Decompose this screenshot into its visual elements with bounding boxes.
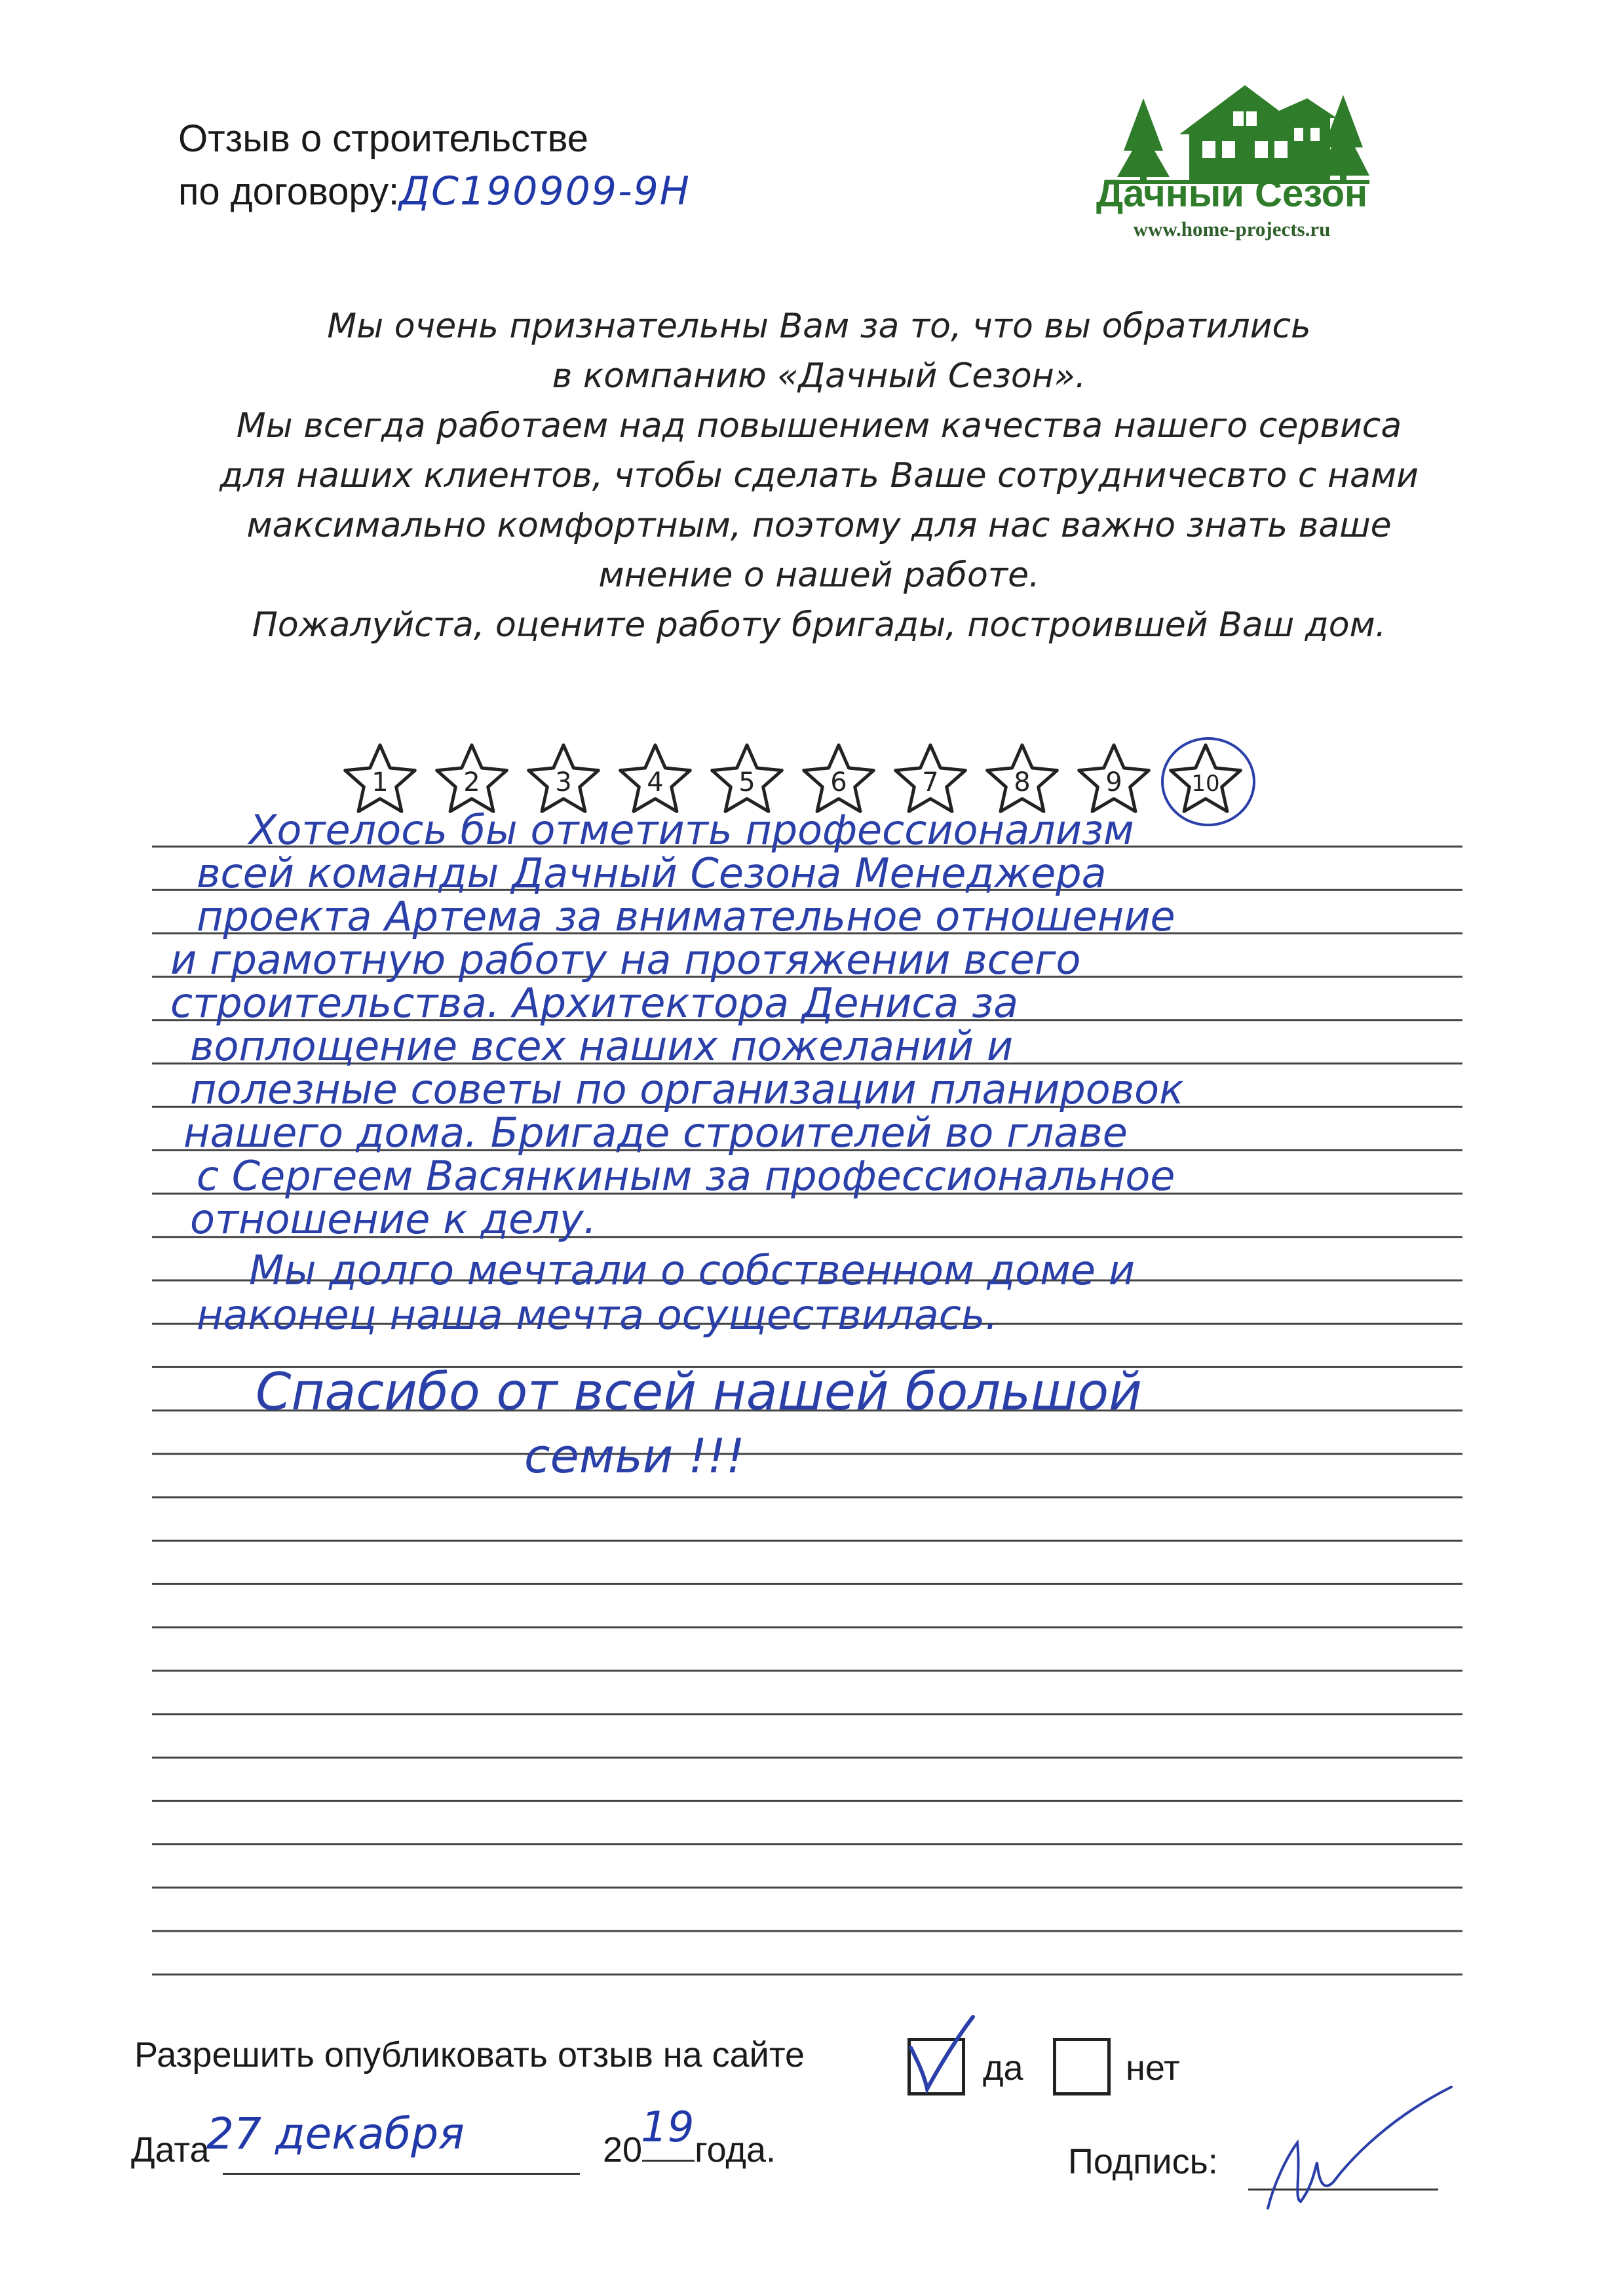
- intro-line: для наших клиентов, чтобы сделать Ваше сотрудничесвто с нами: [220, 456, 1419, 495]
- review-line: семьи !!!: [524, 1428, 745, 1483]
- star-number: 6: [830, 767, 847, 797]
- intro-line: Мы очень признательны Вам за то, что вы обратились: [327, 307, 1311, 346]
- review-line: Спасибо от всей нашей большой: [256, 1363, 1142, 1422]
- star-number: 1: [372, 767, 389, 797]
- star-number: 8: [1014, 767, 1031, 797]
- review-line: отношение к делу.: [190, 1195, 597, 1243]
- star-2[interactable]: [437, 745, 507, 811]
- date-field[interactable]: 27 декабря: [206, 2109, 465, 2159]
- star-number: 7: [922, 767, 939, 797]
- star-number: 4: [647, 767, 664, 797]
- star-10[interactable]: [1162, 738, 1254, 825]
- date-underline: [223, 2173, 580, 2175]
- intro-text: [197, 301, 1442, 650]
- star-5[interactable]: [712, 745, 782, 811]
- title-line-2: [178, 165, 691, 218]
- contract-number[interactable]: ДС190909-9Н: [399, 168, 691, 214]
- star-number: 5: [738, 767, 755, 797]
- review-line: и грамотную работу на протяжении всего: [170, 936, 1081, 984]
- review-line: проекта Артема за внимательное отношение: [197, 892, 1175, 940]
- year-field[interactable]: 19: [641, 2103, 695, 2152]
- star-3[interactable]: [529, 745, 599, 811]
- review-line: Мы долго мечтали о собственном доме и: [249, 1246, 1136, 1294]
- review-line: воплощение всех наших пожеланий и: [190, 1022, 1014, 1070]
- review-line: всей команды Дачный Сезона Менеджера: [197, 849, 1107, 897]
- contract-label: по договору:: [178, 170, 400, 213]
- star-number: 3: [555, 767, 572, 797]
- review-line: нашего дома. Бригаде строителей во главе: [183, 1109, 1128, 1157]
- star-4[interactable]: [621, 745, 691, 811]
- date-label: Дата: [131, 2130, 210, 2170]
- year-prefix: 20: [603, 2130, 643, 2170]
- review-line: с Сергеем Васянкиным за профессиональное: [197, 1152, 1175, 1200]
- review-line: наконец наша мечта осуществилась.: [197, 1291, 999, 1339]
- star-9[interactable]: [1079, 745, 1149, 811]
- check-mark-icon: [894, 2012, 980, 2103]
- title-line-1: Отзыв о строительстве: [178, 117, 589, 160]
- review-line: Хотелось бы отметить профессионализм: [249, 806, 1134, 854]
- star-number: 10: [1191, 771, 1220, 797]
- star-8[interactable]: [987, 745, 1058, 811]
- publish-no-label: нет: [1126, 2048, 1180, 2088]
- publish-yes-label: да: [983, 2048, 1023, 2088]
- year-blank: [642, 2160, 695, 2162]
- star-1[interactable]: [345, 745, 415, 811]
- logo-name: Дачный Сезон: [1096, 172, 1368, 215]
- signature-label: Подпись:: [1068, 2142, 1218, 2181]
- star-7[interactable]: [896, 745, 966, 811]
- publish-no-checkbox[interactable]: [1053, 2038, 1111, 2095]
- intro-line: максимально комфортным, поэтому для нас важно знать ваше: [246, 506, 1392, 545]
- review-line: полезные советы по организации планировок: [190, 1065, 1184, 1113]
- review-line: строительства. Архитектора Дениса за: [170, 979, 1019, 1027]
- review-form-title: [178, 113, 691, 218]
- star-6[interactable]: [804, 745, 874, 811]
- logo-url[interactable]: www.home-projects.ru: [1133, 218, 1331, 240]
- intro-line: Мы всегда работаем над повышением качества нашего сервиса: [236, 406, 1402, 446]
- star-number: 2: [463, 767, 480, 797]
- year-suffix: года.: [695, 2130, 776, 2170]
- signature-icon[interactable]: [1261, 2084, 1458, 2221]
- star-number: 9: [1105, 767, 1122, 797]
- intro-line: в компанию «Дачный Сезон».: [552, 356, 1086, 396]
- intro-line: Пожалуйста, оцените работу бригады, построившей Ваш дом.: [252, 605, 1386, 645]
- publish-permission-label: Разрешить опубликовать отзыв на сайте: [134, 2035, 805, 2075]
- intro-line: мнение о нашей работе.: [598, 556, 1040, 595]
